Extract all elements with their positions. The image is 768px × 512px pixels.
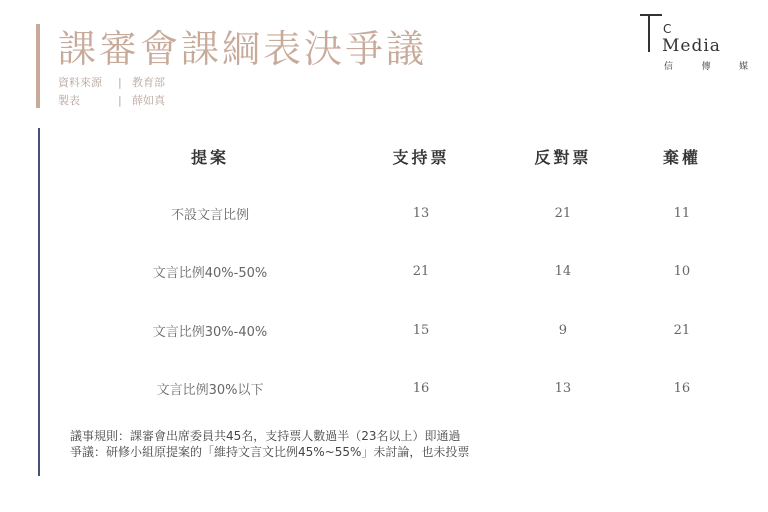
source-label: 資料來源 [58, 76, 102, 89]
support-cell: 13 [412, 205, 430, 221]
maker-label: 製表 [58, 94, 80, 107]
header-oppose: 反對票 [534, 147, 592, 167]
support-cell: 16 [412, 381, 430, 397]
source-value: 教育部 [132, 76, 165, 89]
logo-sub-char: 信 [664, 62, 674, 72]
table-row [70, 243, 730, 302]
left-rule [38, 128, 40, 476]
logo-stroke [648, 14, 650, 52]
maker-value: 薛如真 [132, 94, 165, 107]
abstain-cell: 16 [673, 381, 691, 397]
proposal-cell: 文言比例30%-40% [152, 324, 268, 340]
oppose-cell: 21 [554, 205, 572, 221]
table-row [70, 184, 730, 243]
abstain-cell: 21 [673, 322, 691, 338]
separator: | [118, 94, 122, 107]
table-row [70, 360, 730, 419]
title-accent-bar [36, 24, 40, 108]
logo-subtitle [664, 59, 748, 72]
oppose-cell: 14 [554, 264, 572, 280]
oppose-cell: 13 [554, 381, 572, 397]
logo-mark: C [663, 22, 672, 36]
source-row [58, 74, 165, 92]
logo-sub-char: 傳 [701, 62, 711, 72]
source-credits [58, 74, 165, 110]
table-row [70, 301, 730, 360]
header-support: 支持票 [392, 147, 450, 167]
media-logo [640, 14, 750, 74]
proposal-cell: 不設文言比例 [171, 207, 250, 223]
vote-table [70, 128, 730, 418]
logo-wordmark: Media [662, 36, 721, 56]
logo-stroke [640, 14, 662, 16]
proposal-cell: 文言比例30%以下 [156, 383, 264, 399]
rule-note: 議事規則：課審會出席委員共45名，支持票人數過半（23名以上）即通過 [70, 429, 461, 443]
dispute-note: 爭議：研修小組原提案的「維持文言文比例45%~55%」未討論，也未投票 [70, 445, 470, 459]
logo-sub-char: 媒 [738, 62, 748, 72]
support-cell: 15 [412, 322, 430, 338]
footnotes [70, 428, 469, 460]
table-header-row [70, 128, 730, 184]
page-title: 課審會課綱表決爭議 [58, 27, 428, 71]
header-proposal: 提案 [191, 147, 230, 167]
proposal-cell: 文言比例40%-50% [152, 266, 268, 282]
separator: | [118, 76, 122, 89]
maker-row [58, 92, 165, 110]
support-cell: 21 [412, 264, 430, 280]
header-abstain: 棄權 [662, 147, 701, 167]
abstain-cell: 11 [673, 205, 691, 221]
abstain-cell: 10 [673, 264, 691, 280]
oppose-cell: 9 [558, 322, 567, 338]
